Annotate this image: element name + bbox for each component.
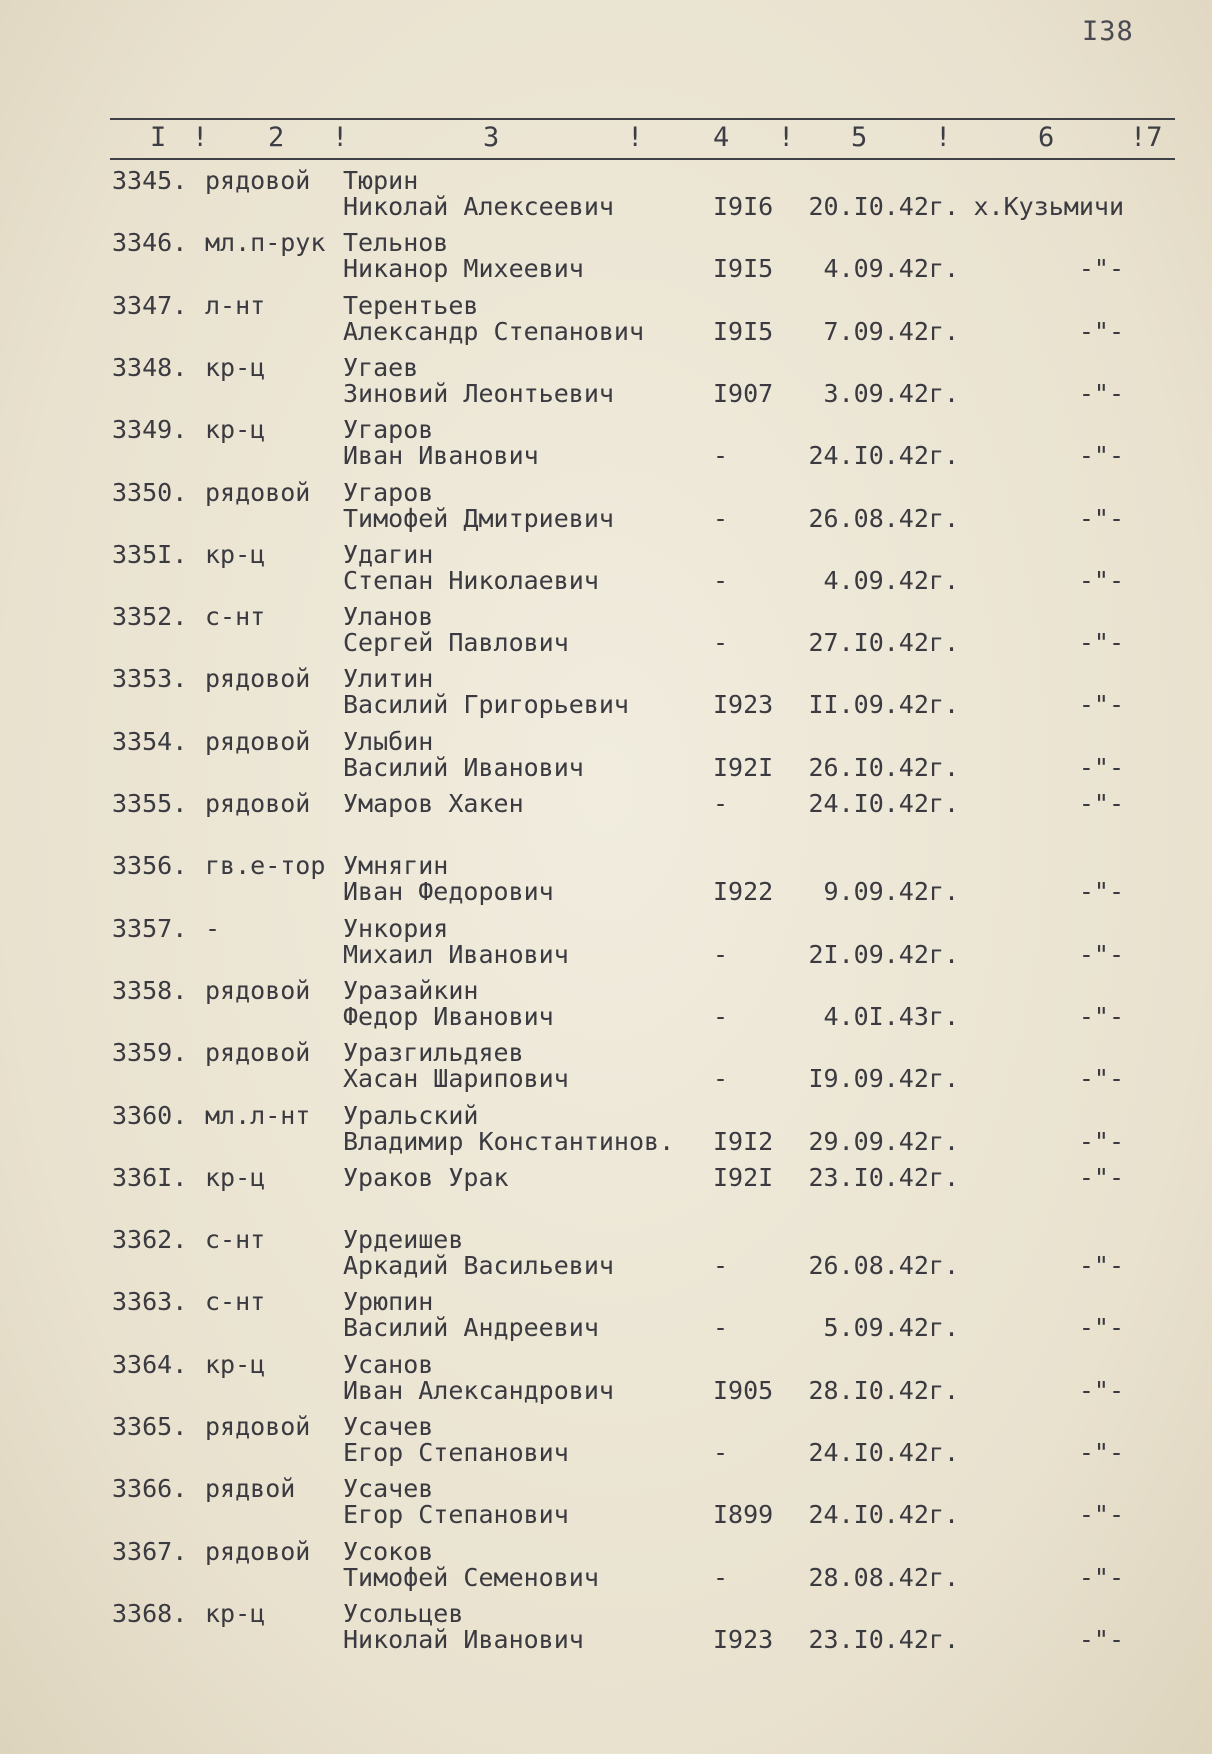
birth-year: I923 (713, 1624, 774, 1654)
burial-place: -"- (1078, 441, 1124, 471)
burial-place: -"- (1078, 1313, 1124, 1343)
burial-place: -"- (1078, 789, 1124, 818)
birth-year: - (713, 789, 729, 818)
header-bottom-rule (110, 158, 1175, 160)
date-of-death: 7.09.42г. (823, 316, 959, 346)
given-name-patronymic: Иван Александрович (343, 1375, 614, 1405)
military-rank: рядвой (205, 1474, 296, 1504)
burial-place: -"- (1078, 1438, 1124, 1467)
page-number: I38 (1082, 16, 1134, 47)
given-name-patronymic: Сергей Павлович (343, 628, 569, 658)
military-rank: рядовой (205, 477, 311, 507)
birth-year: - (713, 1438, 729, 1467)
birth-year: I9I5 (713, 254, 774, 284)
header-sep-1: ! (192, 122, 209, 153)
birth-year: I907 (713, 378, 774, 408)
surname: Уразайкин (343, 975, 479, 1005)
military-rank: гв.е-тор (205, 851, 326, 881)
military-rank: рядовой (205, 664, 311, 694)
military-rank: рядовой (205, 789, 311, 818)
date-of-death: 28.I0.42г. (808, 1375, 959, 1405)
header-col-7: !7 (1130, 122, 1163, 153)
table-row (0, 1039, 1212, 1101)
given-name-patronymic: Николай Иванович (343, 1624, 584, 1654)
military-rank: кр-ц (205, 1598, 266, 1628)
surname: Терентьев (343, 290, 479, 320)
military-rank: мл.л-нт (205, 1100, 311, 1130)
table-row (0, 665, 1212, 727)
surname: Урдеишев (343, 1225, 464, 1255)
military-rank: кр-ц (205, 1349, 266, 1379)
date-of-death: 20.I0.42г. (808, 192, 959, 221)
birth-year: I9I6 (713, 192, 774, 221)
birth-year: I92I (713, 752, 774, 782)
record-number: 3363. (112, 1287, 188, 1317)
header-col-2: 2 (268, 122, 285, 153)
record-number: 3360. (112, 1100, 188, 1130)
record-number: 3353. (112, 664, 188, 694)
table-row (0, 541, 1212, 603)
military-rank: рядовой (205, 1536, 311, 1566)
birth-year: - (713, 939, 729, 969)
date-of-death: I9.09.42г. (808, 1064, 959, 1094)
date-of-death: 27.I0.42г. (808, 628, 959, 658)
record-number: 3355. (112, 789, 188, 818)
date-of-death: 3.09.42г. (823, 378, 959, 408)
birth-year: - (713, 1001, 729, 1031)
birth-year: - (713, 1251, 729, 1281)
table-row (0, 728, 1212, 790)
military-rank: рядовой (205, 726, 311, 756)
record-number: 3364. (112, 1349, 188, 1379)
military-rank: мл.п-рук (205, 228, 326, 258)
header-col-3: 3 (483, 122, 500, 153)
date-of-death: 2I.09.42г. (808, 939, 959, 969)
military-rank: кр-ц (205, 539, 266, 569)
military-rank: рядовой (205, 1412, 311, 1441)
given-name-patronymic: Степан Николаевич (343, 565, 599, 595)
given-name-patronymic: Федор Иванович (343, 1001, 554, 1031)
given-name-patronymic: Александр Степанович (343, 316, 645, 346)
record-number: 3357. (112, 913, 188, 943)
military-rank: рядовой (205, 975, 311, 1005)
date-of-death: 5.09.42г. (823, 1313, 959, 1343)
record-number: 3362. (112, 1225, 188, 1255)
table-row (0, 1351, 1212, 1413)
birth-year: I899 (713, 1500, 774, 1530)
header-col-4: 4 (713, 122, 730, 153)
date-of-death: 26.08.42г. (808, 503, 959, 533)
military-rank: с-нт (205, 602, 266, 632)
burial-place: -"- (1078, 877, 1124, 907)
surname: Тельнов (343, 228, 449, 258)
record-number: 3368. (112, 1598, 188, 1628)
military-rank: с-нт (205, 1225, 266, 1255)
header-sep-5: ! (935, 122, 952, 153)
given-name-patronymic: Егор Степанович (343, 1438, 569, 1467)
table-row (0, 229, 1212, 291)
burial-place: -"- (1078, 690, 1124, 720)
date-of-death: 23.I0.42г. (808, 1162, 959, 1192)
record-number: 3348. (112, 352, 188, 382)
given-name-patronymic: Василий Григорьевич (343, 690, 629, 720)
surname: Угаев (343, 352, 419, 382)
birth-year: - (713, 503, 729, 533)
record-number: 3367. (112, 1536, 188, 1566)
record-number: 3350. (112, 477, 188, 507)
record-number: 3356. (112, 851, 188, 881)
header-sep-2: ! (332, 122, 349, 153)
header-col-6: 6 (1038, 122, 1055, 153)
date-of-death: 4.0I.43г. (823, 1001, 959, 1031)
military-rank: рядовой (205, 1038, 311, 1068)
column-header-row (110, 122, 1175, 156)
date-of-death: 24.I0.42г. (808, 789, 959, 818)
table-row (0, 915, 1212, 977)
military-rank: - (205, 913, 221, 943)
military-rank: л-нт (205, 290, 266, 320)
given-name-patronymic: Аркадий Васильевич (343, 1251, 614, 1281)
burial-place: -"- (1078, 1562, 1124, 1592)
surname: Ураков Урак (343, 1162, 509, 1192)
birth-year: I905 (713, 1375, 774, 1405)
surname: Усачев (343, 1474, 434, 1504)
birth-year: - (713, 628, 729, 658)
surname: Угаров (343, 477, 434, 507)
given-name-patronymic: Хасан Шарипович (343, 1064, 569, 1094)
birth-year: - (713, 1064, 729, 1094)
given-name-patronymic: Иван Иванович (343, 441, 539, 471)
surname: Улыбин (343, 726, 434, 756)
given-name-patronymic: Егор Степанович (343, 1500, 569, 1530)
military-rank: кр-ц (205, 415, 266, 445)
burial-place: -"- (1078, 1162, 1124, 1192)
given-name-patronymic: Михаил Иванович (343, 939, 569, 969)
burial-place: -"- (1078, 628, 1124, 658)
record-number: 336I. (112, 1162, 188, 1192)
burial-place: -"- (1078, 1126, 1124, 1156)
birth-year: - (713, 1313, 729, 1343)
given-name-patronymic: Владимир Константинов. (343, 1126, 675, 1156)
burial-place: -"- (1078, 752, 1124, 782)
table-row (0, 790, 1212, 852)
header-sep-4: ! (778, 122, 795, 153)
burial-place: -"- (1078, 1064, 1124, 1094)
header-top-rule (110, 118, 1175, 120)
record-number: 3359. (112, 1038, 188, 1068)
burial-place: -"- (1078, 503, 1124, 533)
table-row (0, 1226, 1212, 1288)
date-of-death: 4.09.42г. (823, 254, 959, 284)
header-col-5: 5 (851, 122, 868, 153)
burial-place: -"- (1078, 1251, 1124, 1281)
burial-place: -"- (1078, 378, 1124, 408)
date-of-death: 23.I0.42г. (808, 1624, 959, 1654)
date-of-death: 24.I0.42г. (808, 1438, 959, 1467)
burial-place: -"- (1078, 565, 1124, 595)
surname: Уразгильдяев (343, 1038, 524, 1068)
burial-place: -"- (1078, 1624, 1124, 1654)
surname: Угаров (343, 415, 434, 445)
table-row (0, 977, 1212, 1039)
birth-year: I922 (713, 877, 774, 907)
record-number: 3349. (112, 415, 188, 445)
date-of-death: 4.09.42г. (823, 565, 959, 595)
birth-year: - (713, 1562, 729, 1592)
table-row (0, 479, 1212, 541)
date-of-death: 29.09.42г. (808, 1126, 959, 1156)
date-of-death: 28.08.42г. (808, 1562, 959, 1592)
surname: Усольцев (343, 1598, 464, 1628)
surname: Улитин (343, 664, 434, 694)
burial-place: -"- (1078, 1001, 1124, 1031)
military-rank: кр-ц (205, 1162, 266, 1192)
table-row (0, 416, 1212, 478)
birth-year: I9I5 (713, 316, 774, 346)
surname: Ункория (343, 913, 449, 943)
burial-place: -"- (1078, 1500, 1124, 1530)
table-row (0, 1475, 1212, 1537)
burial-place: -"- (1078, 254, 1124, 284)
military-rank: с-нт (205, 1287, 266, 1317)
table-row (0, 354, 1212, 416)
birth-year: - (713, 441, 729, 471)
table-row (0, 1288, 1212, 1350)
date-of-death: 26.I0.42г. (808, 752, 959, 782)
surname: Урюпин (343, 1287, 434, 1317)
surname: Усоков (343, 1536, 434, 1566)
burial-place: -"- (1078, 939, 1124, 969)
surname: Уланов (343, 602, 434, 632)
table-row (0, 167, 1212, 229)
burial-place: х.Кузьмичи (973, 192, 1124, 221)
date-of-death: 26.08.42г. (808, 1251, 959, 1281)
birth-year: I92I (713, 1162, 774, 1192)
burial-place: -"- (1078, 316, 1124, 346)
table-row (0, 603, 1212, 665)
burial-place: -"- (1078, 1375, 1124, 1405)
given-name-patronymic: Василий Андреевич (343, 1313, 599, 1343)
given-name-patronymic: Иван Федорович (343, 877, 554, 907)
table-row (0, 1164, 1212, 1226)
given-name-patronymic: Тимофей Дмитриевич (343, 503, 614, 533)
surname: Удагин (343, 539, 434, 569)
record-number: 3366. (112, 1474, 188, 1504)
date-of-death: 24.I0.42г. (808, 441, 959, 471)
date-of-death: 9.09.42г. (823, 877, 959, 907)
table-row (0, 852, 1212, 914)
record-number: 3347. (112, 290, 188, 320)
table-row (0, 1102, 1212, 1164)
birth-year: I923 (713, 690, 774, 720)
military-rank: рядовой (205, 166, 311, 195)
given-name-patronymic: Василий Иванович (343, 752, 584, 782)
given-name-patronymic: Николай Алексеевич (343, 192, 614, 221)
record-number: 3345. (112, 166, 188, 195)
birth-year: I9I2 (713, 1126, 774, 1156)
surname: Усачев (343, 1412, 434, 1441)
surname: Усанов (343, 1349, 434, 1379)
military-rank: кр-ц (205, 352, 266, 382)
date-of-death: II.09.42г. (808, 690, 959, 720)
record-number: 3365. (112, 1412, 188, 1441)
record-number: 3354. (112, 726, 188, 756)
record-number: 3346. (112, 228, 188, 258)
given-name-patronymic: Зиновий Леонтьевич (343, 378, 614, 408)
header-sep-3: ! (627, 122, 644, 153)
table-row (0, 1413, 1212, 1475)
date-of-death: 24.I0.42г. (808, 1500, 959, 1530)
surname: Умнягин (343, 851, 449, 881)
record-number: 3352. (112, 602, 188, 632)
record-number: 335I. (112, 539, 188, 569)
given-name-patronymic: Никанор Михеевич (343, 254, 584, 284)
table-row (0, 292, 1212, 354)
surname: Уральский (343, 1100, 479, 1130)
header-col-1: I (150, 122, 167, 153)
birth-year: - (713, 565, 729, 595)
surname: Умаров Хакен (343, 789, 524, 818)
surname: Тюрин (343, 166, 419, 195)
table-row (0, 1538, 1212, 1600)
table-row (0, 1600, 1212, 1662)
record-number: 3358. (112, 975, 188, 1005)
given-name-patronymic: Тимофей Семенович (343, 1562, 599, 1592)
